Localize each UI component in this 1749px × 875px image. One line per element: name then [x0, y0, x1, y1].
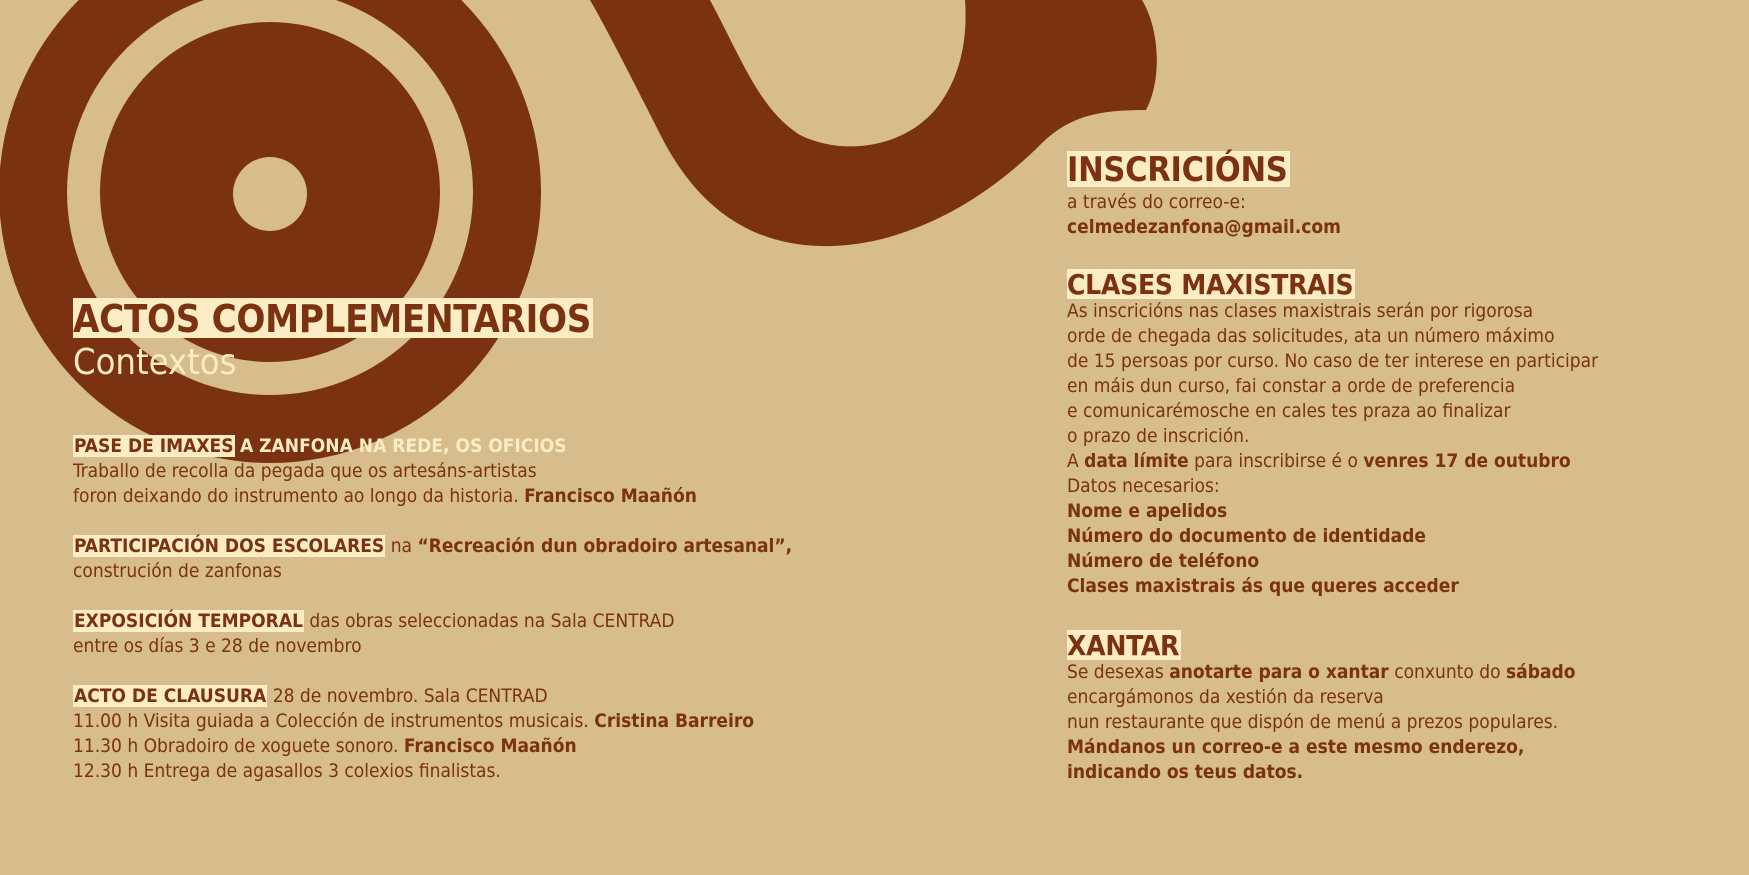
clases-line: en máis dun curso, fai constar a orde de preferencia [1067, 375, 1516, 397]
exposicion-label: EXPOSICIÓN TEMPORAL [74, 610, 303, 632]
clausura-section [73, 684, 754, 784]
clausura-item-person: Cristina Barreiro [594, 710, 755, 732]
xantar-title [1067, 629, 1181, 662]
datos-item: Clases maxistrais ás que queres acceder [1067, 575, 1459, 597]
participacion-text-b: “Recreación dun obradoiro artesanal”, [417, 535, 793, 557]
inscricions-title-text: INSCRICIÓNS [1067, 150, 1288, 190]
clausura-item [73, 759, 754, 784]
page-title-text: ACTOS COMPLEMENTARIOS [73, 297, 592, 341]
xantar-l1-d: sábado [1506, 661, 1576, 683]
pase-author: Francisco Maañón [524, 485, 697, 507]
xantar-line-2: encargámonos da xestión da reserva [1067, 686, 1384, 708]
participacion-line-2: construción de zanfonas [73, 560, 282, 582]
inscricions-email: celmedezanfona@gmail.com [1067, 216, 1341, 238]
clases-line: o prazo de inscrición. [1067, 425, 1250, 447]
deadline-c: para inscribirse é o [1194, 450, 1358, 472]
xantar-section [1067, 660, 1575, 785]
page-title [73, 297, 593, 341]
clases-line: e comunicarémosche en cales tes praza ao finalizar [1067, 400, 1511, 422]
pase-title-b: OS OFICIOS [455, 435, 567, 457]
xantar-line-5: indicando os teus datos. [1067, 761, 1304, 783]
pase-line-2: foron deixando do instrumento ao longo da historia. [73, 485, 519, 507]
clausura-item [73, 734, 754, 759]
datos-item: Número do documento de identidade [1067, 525, 1426, 547]
clases-line: de 15 persoas por curso. No caso de ter interese en participar [1067, 350, 1599, 372]
exposicion-text: das obras seleccionadas na Sala CENTRAD [309, 610, 675, 632]
clausura-item-text: 11.00 h Visita guiada a Colección de instrumentos musicais. [73, 710, 589, 732]
datos-label: Datos necesarios: [1067, 475, 1220, 497]
datos-item: Número de teléfono [1067, 550, 1260, 572]
clases-line: orde de chegada das solicitudes, ata un número máximo [1067, 325, 1555, 347]
clases-title-text: CLASES MAXISTRAIS [1067, 268, 1354, 301]
pase-label: PASE DE IMAXES [74, 435, 234, 457]
clases-line: As inscricións nas clases maxistrais serán por rigorosa [1067, 300, 1534, 322]
deadline-d: venres 17 de outubro [1363, 450, 1571, 472]
exposicion-section [73, 609, 675, 659]
clases-deadline [1067, 449, 1598, 474]
pase-section [73, 434, 697, 509]
clausura-item-text: 12.30 h Entrega de agasallos 3 colexios finalistas. [73, 760, 501, 782]
deadline-b: data límite [1084, 450, 1189, 472]
datos-item: Nome e apelidos [1067, 500, 1228, 522]
exposicion-line-2: entre os días 3 e 28 de novembro [73, 635, 362, 657]
pase-title-sep: , [442, 435, 456, 457]
pase-title-a: A ZANFONA NA REDE [239, 435, 443, 457]
xantar-l1-c: conxunto do [1394, 661, 1501, 683]
xantar-line-3: nun restaurante que dispón de menú a prezos populares. [1067, 711, 1559, 733]
xantar-l1-a: Se desexas [1067, 661, 1164, 683]
pase-line-1: Traballo de recolla da pegada que os artesáns-artistas [73, 460, 537, 482]
clases-section [1067, 299, 1598, 599]
inscricions-line-1: a través do correo-e: [1067, 191, 1246, 213]
clausura-label: ACTO DE CLAUSURA [74, 685, 267, 707]
participacion-text-a: na [390, 535, 412, 557]
participacion-section [73, 534, 792, 584]
clausura-item [73, 709, 754, 734]
xantar-l1-b: anotarte para o xantar [1169, 661, 1389, 683]
participacion-label: PARTICIPACIÓN DOS ESCOLARES [74, 535, 385, 557]
clausura-item-person: Francisco Maañón [403, 735, 577, 757]
page-subtitle: Contextos [73, 342, 237, 383]
clases-title [1067, 268, 1355, 301]
decor-center-hole [233, 157, 307, 231]
clausura-text: 28 de novembro. Sala CENTRAD [272, 685, 548, 707]
inscricions-title [1067, 150, 1290, 190]
clausura-item-text: 11.30 h Obradoiro de xoguete sonoro. [73, 735, 399, 757]
inscricions-section [1067, 190, 1341, 240]
xantar-line-1 [1067, 660, 1575, 685]
xantar-line-4: Mándanos un correo-e a este mesmo enderezo, [1067, 736, 1525, 758]
xantar-title-text: XANTAR [1067, 629, 1180, 662]
deadline-a: A [1067, 450, 1079, 472]
